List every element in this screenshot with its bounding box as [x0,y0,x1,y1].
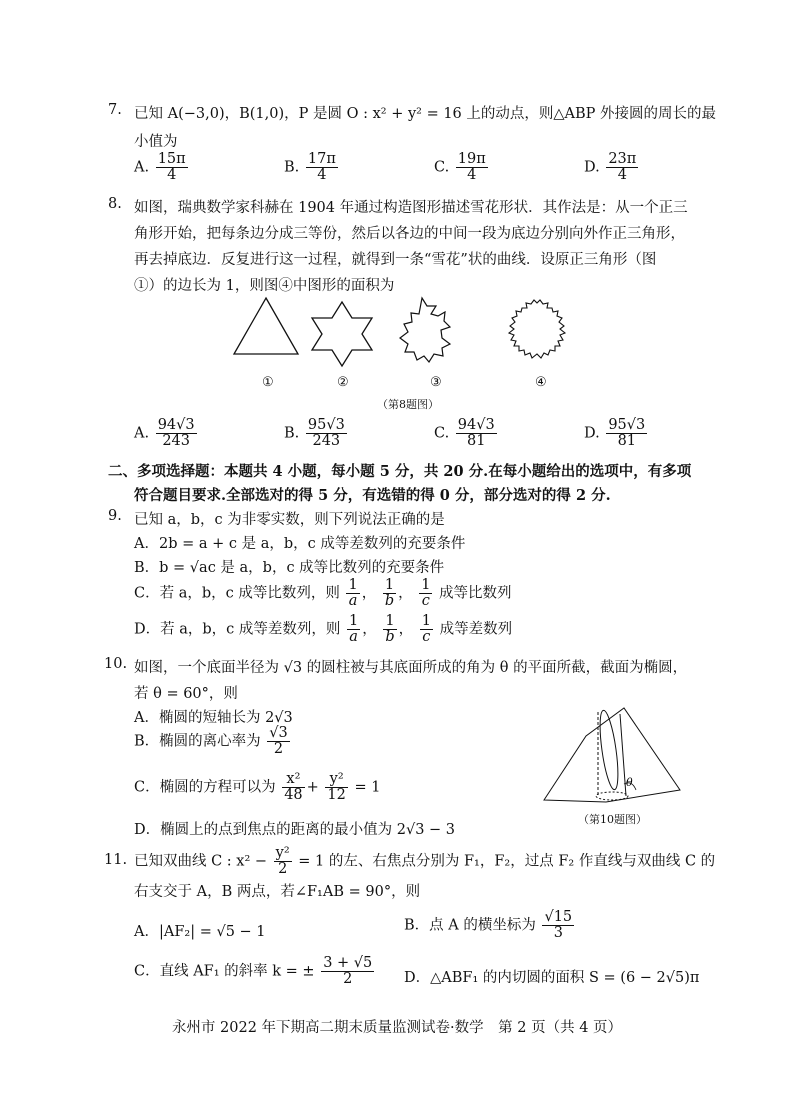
q8-option-c: C. $\frac{94√3}{81}$ [434,417,495,449]
q8-number: 8. [108,196,122,212]
q8-option-d: D. $\frac{95√3}{81}$ [584,417,646,449]
koch-stage-3 [400,298,450,362]
page-footer: 永州市 2022 年下期高二期末质量监测试卷·数学 第 2 页（共 4 页） [171,1020,623,1036]
q9-option-a: A．2b = a + c 是 a，b，c 成等差数列的充要条件 [134,536,466,552]
q7-option-b: B. $\frac{17\pi}{4}$ [284,151,336,183]
section2-header-line2: 符合题目要求.全部选对的得 5 分，有选错的得 0 分，部分选对的得 2 分. [134,487,611,504]
q11-option-a: A．|AF₂| = √5 − 1 [134,924,266,940]
q11-option-b: B．点 A 的横坐标为 $\frac{√15}{3}$ [404,909,573,941]
q9-option-d: D．若 a，b，c 成等差数列，则 $\frac{1}{a}$ ， $\frac{1}{b}$ ， $\frac{1}{c}$ 成等差数列 [134,613,513,645]
q11-stem-line2: 右支交于 A，B 两点，若∠F₁AB = 90°，则 [134,884,421,900]
q11-option-c: C．直线 AF₁ 的斜率 k = ± $\frac{3 + √5}{2}$ [134,955,373,987]
q8-option-b: B. $\frac{95√3}{243}$ [284,417,345,449]
q7-stem-line2: 小值为 [134,134,178,150]
koch-snowflake-figure [220,292,600,372]
q11-stem-line1: 已知双曲线 C : x² − $\frac{\text{y²}}{2}$ = 1 的左、右焦点分别为 F₁，F₂，过点 F₂ 作直线与双曲线 C 的 [134,845,716,877]
q10-option-c: C．椭圆的方程可以为 $\frac{\text{x²}}{48}$ + $\frac{\text{y²}}{12}$ = 1 [134,771,381,803]
q8-fig-label-1: ① [262,375,274,390]
q7-option-a: A. $\frac{15\pi}{4}$ [134,151,186,183]
theta-label: θ [626,776,633,789]
q8-figure-caption: （第8题图） [377,398,439,411]
q10-option-d: D．椭圆上的点到焦点的距离的最小值为 2√3 − 3 [134,822,456,838]
q8-stem-line4: ①）的边长为 1，则图④中图形的面积为 [134,278,395,294]
q9-option-b: B．b = √ac 是 a，b，c 成等比数列的充要条件 [134,560,445,576]
q8-stem-line1: 如图，瑞典数学家科赫在 1904 年通过构造图形描述雪花形状．其作法是：从一个正三 [134,200,688,216]
q10-figure-caption: （第10题图） [578,813,647,826]
q8-fig-label-3: ③ [430,375,442,390]
koch-stage-1 [234,298,298,354]
q10-stem-line2: 若 θ = 60°，则 [134,686,238,702]
q8-option-a: A. $\frac{94√3}{243}$ [134,417,195,449]
q10-cylinder-figure [540,706,690,810]
q10-number: 10. [104,656,128,672]
q9-stem: 已知 a，b，c 为非零实数，则下列说法正确的是 [134,512,445,528]
section2-header-line1: 二、多项选择题：本题共 4 小题，每小题 5 分，共 20 分.在每小题给出的选项中，有多项 [108,463,692,480]
q8-stem-line3: 再去掉底边．反复进行这一过程，就得到一条“雪花”状的曲线．设原正三角形（图 [134,252,657,268]
q9-option-c: C．若 a，b，c 成等比数列，则 $\frac{1}{a}$ ， $\frac{1}{b}$ ， $\frac{1}{c}$ 成等比数列 [134,577,512,609]
q11-option-d: D．△ABF₁ 的内切圆的面积 S = (6 − 2√5)π [404,970,700,986]
q7-option-d: D. $\frac{23\pi}{4}$ [584,151,637,183]
q10-option-b: B．椭圆的离心率为 $\frac{√3}{2}$ [134,725,288,757]
q10-stem-line1: 如图，一个底面半径为 √3 的圆柱被与其底面所成的角为 θ 的平面所截，截面为椭圆， [134,660,688,676]
q8-stem-line2: 角形开始，把每条边分成三等份，然后以各边的中间一段为底边分别向外作正三角形， [134,226,685,242]
q7-number: 7. [108,102,122,118]
koch-stage-2 [312,302,372,366]
q11-number: 11. [104,852,128,868]
q8-fig-label-2: ② [337,375,349,390]
q7-stem-line1: 已知 A(−3,0)，B(1,0)，P 是圆 O : x² + y² = 16 上的动点，则△ABP 外接圆的周长的最 [134,106,717,122]
q10-option-a: A．椭圆的短轴长为 2√3 [134,710,293,726]
q9-number: 9. [108,508,122,524]
koch-stage-4 [509,300,565,358]
q7-option-c: C. $\frac{19\pi}{4}$ [434,151,486,183]
q8-fig-label-4: ④ [535,375,547,390]
